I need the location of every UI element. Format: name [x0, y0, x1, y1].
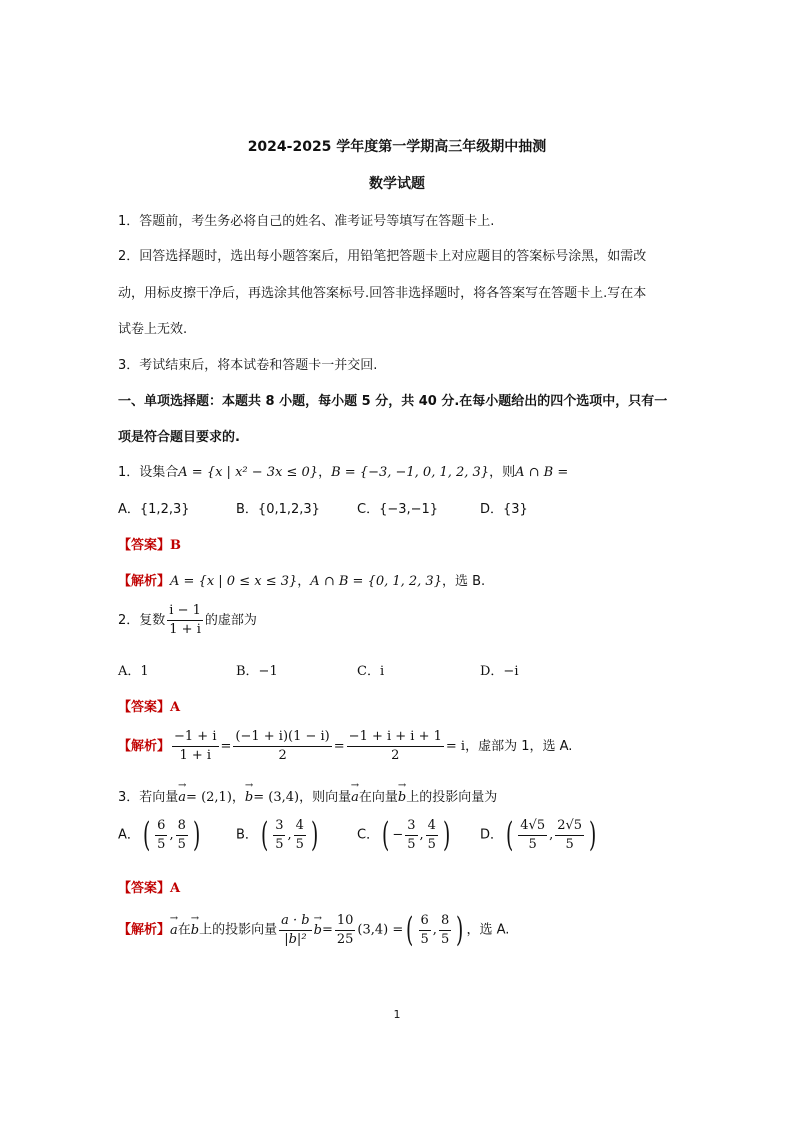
question-2 — [118, 602, 257, 639]
q2-an-f1-num: −1 + i — [172, 728, 218, 747]
q2-fraction — [167, 602, 203, 639]
q3-d-n2: 2√5 — [555, 817, 584, 836]
q3-d-n1: 4√5 — [518, 817, 547, 836]
q3-suffix: 上的投影向量为 — [406, 790, 498, 805]
q3-c-d1: 5 — [407, 836, 416, 852]
note-2-cont: 动，用标皮擦干净后，再选涂其他答案标号.回答非选择题时，将各答案写在答题卡上.写在本 — [118, 286, 647, 301]
note-1: 1．答题前，考生务必将自己的姓名、准考证号等填写在答题卡上. — [118, 214, 495, 229]
q3-analysis: 【解析】→ a在→ b上的投影向量 $\frac{a \cdot b}{\text{|b|²}}$ → b= $\frac{10}{25}$ (3,4) =( $\frac{6}{5}$ , $\frac{8}{5}$ ) ，选 A. — [118, 910, 509, 950]
page-number: 1 — [393, 1008, 401, 1021]
q2-options — [118, 660, 638, 678]
q3-prefix: 3．若向量 — [118, 790, 179, 805]
q2-an-frac-3 — [347, 728, 444, 765]
q3-analysis-label: 【解析】 — [118, 922, 171, 938]
q1-answer-label: 【答案】 — [118, 538, 171, 553]
q2-option-b: B．−1 — [236, 664, 278, 679]
q2-suffix: 的虚部为 — [204, 613, 257, 628]
q3-options — [118, 815, 638, 863]
q2-analysis-label: 【解析】 — [118, 739, 171, 754]
q2-answer-label: 【答案】 — [118, 700, 171, 715]
q3-an-vec: (3,4) = — [357, 922, 404, 938]
note-2-end: 试卷上无效. — [118, 322, 188, 337]
note-2: 2．回答选择题时，选出每小题答案后，用铅笔把答题卡上对应题目的答案标号涂黑，如需改 — [118, 249, 647, 264]
q2-answer — [118, 696, 180, 715]
section-heading-line2: 项是符合题目要求的. — [118, 430, 240, 445]
q3-b-n1: 3 — [273, 817, 285, 836]
section-heading-line1: 一、单项选择题：本题共 8 小题，每小题 5 分，共 40 分.在每小题给出的四个选项中，只有一 — [118, 394, 668, 409]
q3-an-projection-frac — [279, 912, 311, 949]
q1-prefix: 1．设集合 — [118, 465, 179, 480]
q2-an-f2-den: 2 — [278, 748, 287, 763]
q3-option-d: D．( $\frac{4√5}{5}$ , $\frac{2√5}{5}$ ) — [480, 815, 597, 855]
q2-an-tail: ，虚部为 1，选 A. — [465, 739, 573, 754]
q3-a-n2: 8 — [176, 817, 188, 836]
exam-subtitle: 数学试题 — [369, 176, 425, 192]
q1-answer — [118, 534, 181, 553]
q2-an-frac-2 — [233, 728, 331, 765]
q3-an-scalar-frac — [335, 912, 356, 949]
q2-an-f3-num: −1 + i + i + 1 — [347, 728, 444, 747]
q3-c-n1: 3 — [405, 817, 417, 836]
q3-b-value: = (3,4) — [253, 790, 300, 805]
q3-a-d1: 5 — [157, 836, 166, 852]
q2-an-f1-den: 1 + i — [179, 748, 212, 763]
q3-an-den: |b|² — [284, 931, 307, 947]
q3-a-n1: 6 — [155, 817, 167, 836]
q3-option-c: C．( − $\frac{3}{5}$ , $\frac{4}{5}$ ) — [357, 815, 451, 855]
q3-mid2: 在向量 — [358, 790, 398, 805]
q1-analysis — [118, 570, 485, 589]
q2-an-f2-num: (−1 + i)(1 − i) — [233, 728, 331, 747]
q1-analysis-a: A = {x | 0 ≤ x ≤ 3} — [170, 574, 298, 589]
q3-an-end: ，选 A. — [466, 922, 510, 938]
exam-title: 2024-2025 学年度第一学期高三年级期中抽测 — [247, 139, 547, 155]
question-1 — [118, 461, 568, 480]
q2-an-result: = i — [445, 739, 466, 754]
q2-denominator: 1 + i — [169, 622, 201, 637]
q2-answer-value: A — [170, 700, 181, 715]
q1-analysis-sep: ， — [297, 574, 311, 589]
q1-expr: A ∩ B = — [515, 465, 569, 480]
q3-answer-value: A — [170, 881, 181, 896]
q1-analysis-b: A ∩ B = {0, 1, 2, 3} — [310, 574, 442, 589]
q2-numerator: i − 1 — [167, 602, 203, 621]
question-3 — [118, 786, 497, 805]
q2-option-a: A．1 — [118, 664, 149, 679]
q3-an-text: 上的投影向量 — [199, 922, 278, 938]
q2-option-c: C．i — [357, 664, 385, 679]
q2-an-frac-1 — [172, 728, 218, 765]
q3-d-d1: 5 — [528, 836, 537, 852]
q3-b-d2: 5 — [295, 836, 304, 852]
q3-c-d2: 5 — [427, 836, 436, 852]
q1-comma: ， — [318, 465, 332, 480]
q3-sep: ， — [231, 790, 245, 805]
q3-an-num: a · b — [279, 912, 311, 931]
q3-an-r-n2: 8 — [439, 912, 451, 931]
q3-vector-a-2: → a — [351, 790, 359, 805]
q3-c-n2: 4 — [426, 817, 438, 836]
q1-set-b: B = {−3, −1, 0, 1, 2, 3} — [331, 465, 490, 480]
q3-vector-a: → a — [178, 790, 186, 805]
q3-mid1: ，则向量 — [299, 790, 352, 805]
q3-answer — [118, 877, 180, 896]
q1-option-b: B．{0,1,2,3} — [236, 502, 320, 517]
q2-analysis: 【解析】 $\frac{-1 + i}{1 + i}$ = $\frac{(-1 + i)(1 - i)}{2}$ = $\frac{-1 + i + i + 1}{2}$ = i，虚部为 1，选 A. — [118, 729, 573, 763]
q2-an-f3-den: 2 — [391, 748, 400, 763]
q1-answer-value: B — [170, 538, 182, 553]
q3-b-d1: 5 — [275, 836, 284, 852]
q3-an-frac-den: 25 — [336, 931, 354, 947]
q1-analysis-end: ，选 B. — [441, 574, 486, 589]
q3-option-a-label: A． — [118, 827, 140, 843]
q3-d-d2: 5 — [565, 836, 574, 852]
q3-an-vector-a: → a — [170, 923, 178, 938]
q3-an-mid: 在 — [177, 922, 191, 938]
q3-an-frac-num: 10 — [335, 912, 356, 931]
q3-answer-label: 【答案】 — [118, 881, 171, 896]
q3-option-a: A．( $\frac{6}{5}$ , $\frac{8}{5}$ ) — [118, 815, 201, 855]
q1-options — [118, 498, 638, 516]
q3-an-vector-b: → b — [191, 923, 199, 938]
q1-option-a: A．{1,2,3} — [118, 502, 190, 517]
q3-option-b: B．( $\frac{3}{5}$ , $\frac{4}{5}$ ) — [236, 815, 319, 855]
note-3: 3．考试结束后，将本试卷和答题卡一并交回. — [118, 358, 378, 373]
q3-an-r-d1: 5 — [420, 931, 429, 947]
q3-option-d-label: D． — [480, 827, 504, 843]
q3-b-n2: 4 — [294, 817, 306, 836]
q3-c-sign: − — [392, 827, 404, 843]
q3-option-b-label: B． — [236, 827, 258, 843]
q3-vector-b: → b — [245, 790, 253, 805]
q3-a-d2: 5 — [177, 836, 186, 852]
q1-analysis-label: 【解析】 — [118, 574, 171, 589]
q3-an-r-n1: 6 — [419, 912, 431, 931]
q3-option-c-label: C． — [357, 827, 380, 843]
q3-a-value: = (2,1) — [186, 790, 232, 805]
q1-set-a: A = {x | x² − 3x ≤ 0} — [178, 465, 319, 480]
q2-option-d: D．−i — [480, 664, 519, 679]
q1-option-d: D．{3} — [480, 502, 528, 517]
q3-an-eq: = — [321, 922, 333, 938]
q3-an-vector-b-2: → b — [314, 923, 322, 938]
q1-option-c: C．{−3,−1} — [357, 502, 439, 517]
q3-vector-b-2: → b — [398, 790, 406, 805]
q2-prefix: 2．复数 — [118, 613, 166, 628]
q1-ask: ，则 — [489, 465, 516, 480]
q3-an-r-d2: 5 — [440, 931, 450, 947]
